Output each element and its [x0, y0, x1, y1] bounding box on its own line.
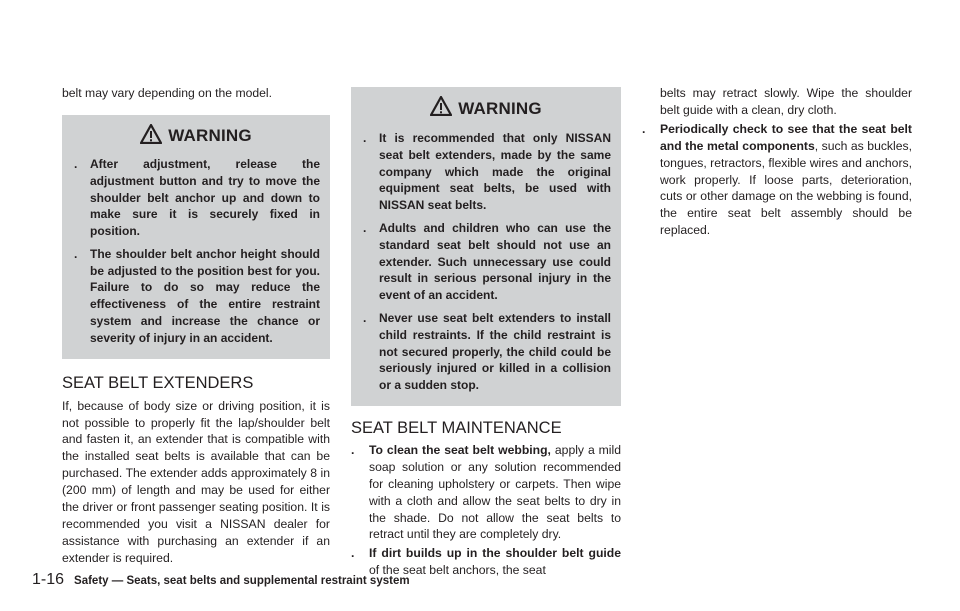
page-number: 1-16	[32, 571, 65, 588]
column-right	[642, 0, 912, 239]
section-title-maintenance: SEAT BELT MAINTENANCE	[351, 418, 562, 437]
continued-text-block	[642, 85, 912, 119]
column-left	[62, 0, 330, 567]
bullet: .	[351, 442, 355, 457]
warning-item: . It is recommended that only NISSAN seat belt extenders, made by the same company which made the original equipment seat belts, be used with NISSAN seat belts.	[363, 131, 611, 213]
warning-box-adjustment	[62, 115, 330, 359]
page-footer	[32, 571, 410, 589]
warning-triangle-icon	[140, 124, 162, 149]
warning-item: . Never use seat belt extenders to install child restraints. If the child restraint is not secured properly, the child could be seriously injured or killed in a collision or a sudden stop.	[363, 310, 611, 393]
continued-text: belts may retract slowly. Wipe the shoulder belt guide with a clean, dry cloth.	[660, 86, 912, 117]
warning-title: WARNING	[458, 98, 542, 118]
maintenance-item: . To clean the seat belt webbing, apply a mild soap solution or any solution recommended for cleaning upholstery or carpets. Then wipe with a cloth and allow the seat belts to dry in the shade. Do not allow the seat belts to retract until they are completely dry.	[351, 442, 621, 542]
warning-header	[361, 87, 611, 121]
footer-section-title: Safety — Seats, seat belts and supplemental restraint system	[74, 575, 410, 587]
warning-triangle-icon	[430, 96, 452, 121]
warning-item: . The shoulder belt anchor height should be adjusted to the position best for you. Failure to do so may reduce the effectiveness of the entire restraint system and increase the chance or severity of injury in an accident.	[74, 246, 320, 345]
extenders-body-text: If, because of body size or driving position, it is not possible to properly fit the lap/shoulder belt and fasten it, an extender that is compatible with the installed seat belts is available that can be purchased. The extender adds approximately 8 in (200 mm) of length and may be used for either the driver or front passenger seating position. It is recommended you visit a NISSAN dealer for assistance with purchasing an extender if an extender is required.	[62, 398, 330, 565]
intro-text: belt may vary depending on the model.	[62, 86, 273, 100]
maintenance-item: . If dirt builds up in the shoulder belt guide of the seat belt anchors, the seat	[351, 546, 621, 578]
section-title-extenders: SEAT BELT EXTENDERS	[62, 373, 254, 392]
bullet: .	[363, 220, 367, 235]
maintenance-item: . Periodically check to see that the seat belt and the metal components, such as buckles, tongues, retractors, flexible wires and anchors, work properly. If loose parts, deterioration, cuts or other damage on the webbing is found, the entire seat belt assembly should be replaced.	[642, 121, 912, 238]
bullet: .	[74, 156, 78, 171]
warning-item: . After adjustment, release the adjustment button and try to move the shoulder belt anchor up and down to make sure it is securely fixed in position.	[74, 156, 320, 239]
warning-item: . Adults and children who can use the standard seat belt should not use an extender. Such unnecessary use could result in serious personal injury in the event of an accident.	[363, 220, 611, 303]
bullet: .	[74, 246, 78, 261]
warning-header	[72, 115, 320, 149]
warning-title: WARNING	[168, 126, 252, 146]
bullet: .	[642, 121, 646, 136]
bullet: .	[363, 131, 367, 145]
bullet: .	[363, 310, 367, 325]
warning-box-extenders	[351, 87, 621, 406]
bullet: .	[351, 546, 355, 561]
column-middle	[351, 0, 621, 579]
